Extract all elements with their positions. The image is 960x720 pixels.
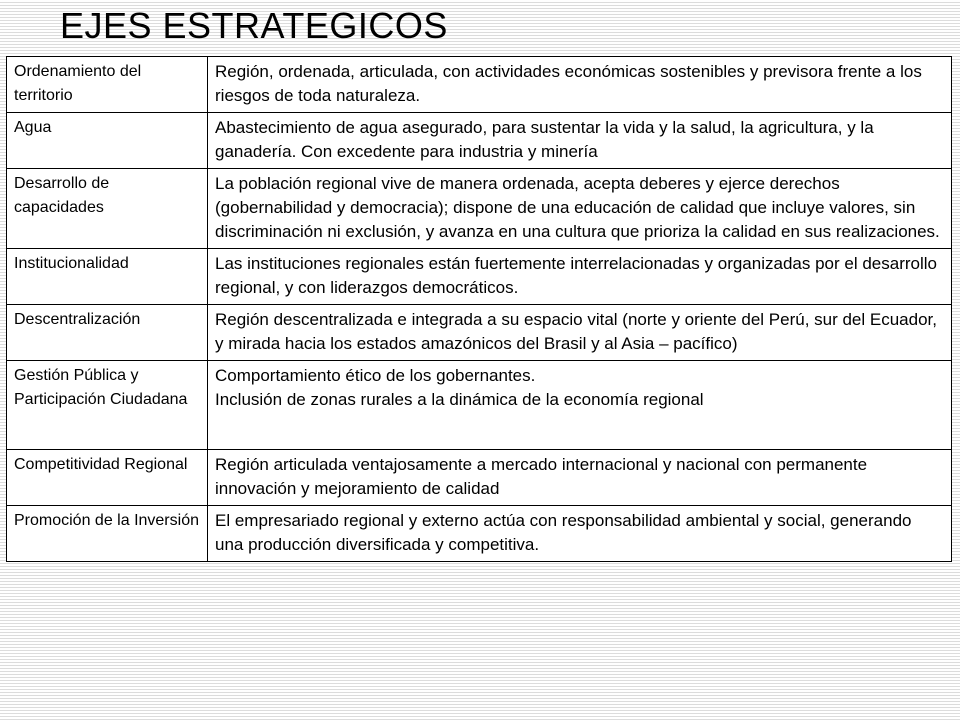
description-cell: Las instituciones regionales están fuertemente interrelacionadas y organizadas por el desarrollo regional, y con liderazgos democráticos.	[208, 249, 952, 305]
description-cell: Región descentralizada e integrada a su espacio vital (norte y oriente del Perú, sur del Ecuador, y mirada hacia los estados amazónicos del Brasil y al Asia – pacífico)	[208, 305, 952, 361]
table-row	[7, 249, 952, 305]
axis-cell: Descentralización	[7, 305, 208, 361]
table-row	[7, 57, 952, 113]
axis-cell: Gestión Pública y Participación Ciudadana	[7, 361, 208, 450]
axis-cell: Desarrollo de capacidades	[7, 169, 208, 249]
description-line: Comportamiento ético de los gobernantes.	[215, 366, 536, 385]
description-line: Inclusión de zonas rurales a la dinámica de la economía regional	[215, 390, 704, 409]
table-row	[7, 450, 952, 506]
description-cell: Región articulada ventajosamente a mercado internacional y nacional con permanente innovación y mejoramiento de calidad	[208, 450, 952, 506]
axis-cell: Agua	[7, 113, 208, 169]
description-cell: El empresariado regional y externo actúa con responsabilidad ambiental y social, generando una producción diversificada y competitiva.	[208, 506, 952, 562]
axis-cell: Institucionalidad	[7, 249, 208, 305]
axis-cell: Ordenamiento del territorio	[7, 57, 208, 113]
strategic-axes-table	[6, 56, 952, 562]
description-cell	[208, 361, 952, 450]
axis-cell: Competitividad Regional	[7, 450, 208, 506]
table-row	[7, 361, 952, 450]
description-cell: Región, ordenada, articulada, con actividades económicas sostenibles y previsora frente a los riesgos de toda naturaleza.	[208, 57, 952, 113]
table-row	[7, 305, 952, 361]
strategic-axes-table-container	[6, 56, 951, 562]
description-cell: Abastecimiento de agua asegurado, para sustentar la vida y la salud, la agricultura, y la ganadería. Con excedente para industria y minería	[208, 113, 952, 169]
axis-cell: Promoción de la Inversión	[7, 506, 208, 562]
table-row	[7, 169, 952, 249]
table-row	[7, 113, 952, 169]
slide-title: EJES ESTRATEGICOS	[60, 5, 448, 46]
table-row	[7, 506, 952, 562]
description-cell: La población regional vive de manera ordenada, acepta deberes y ejerce derechos (gobernabilidad y democracia); dispone de una educación de calidad que incluye valores, sin discriminación ni exclusión, y avanza en una cultura que prioriza la calidad en sus realizaciones.	[208, 169, 952, 249]
